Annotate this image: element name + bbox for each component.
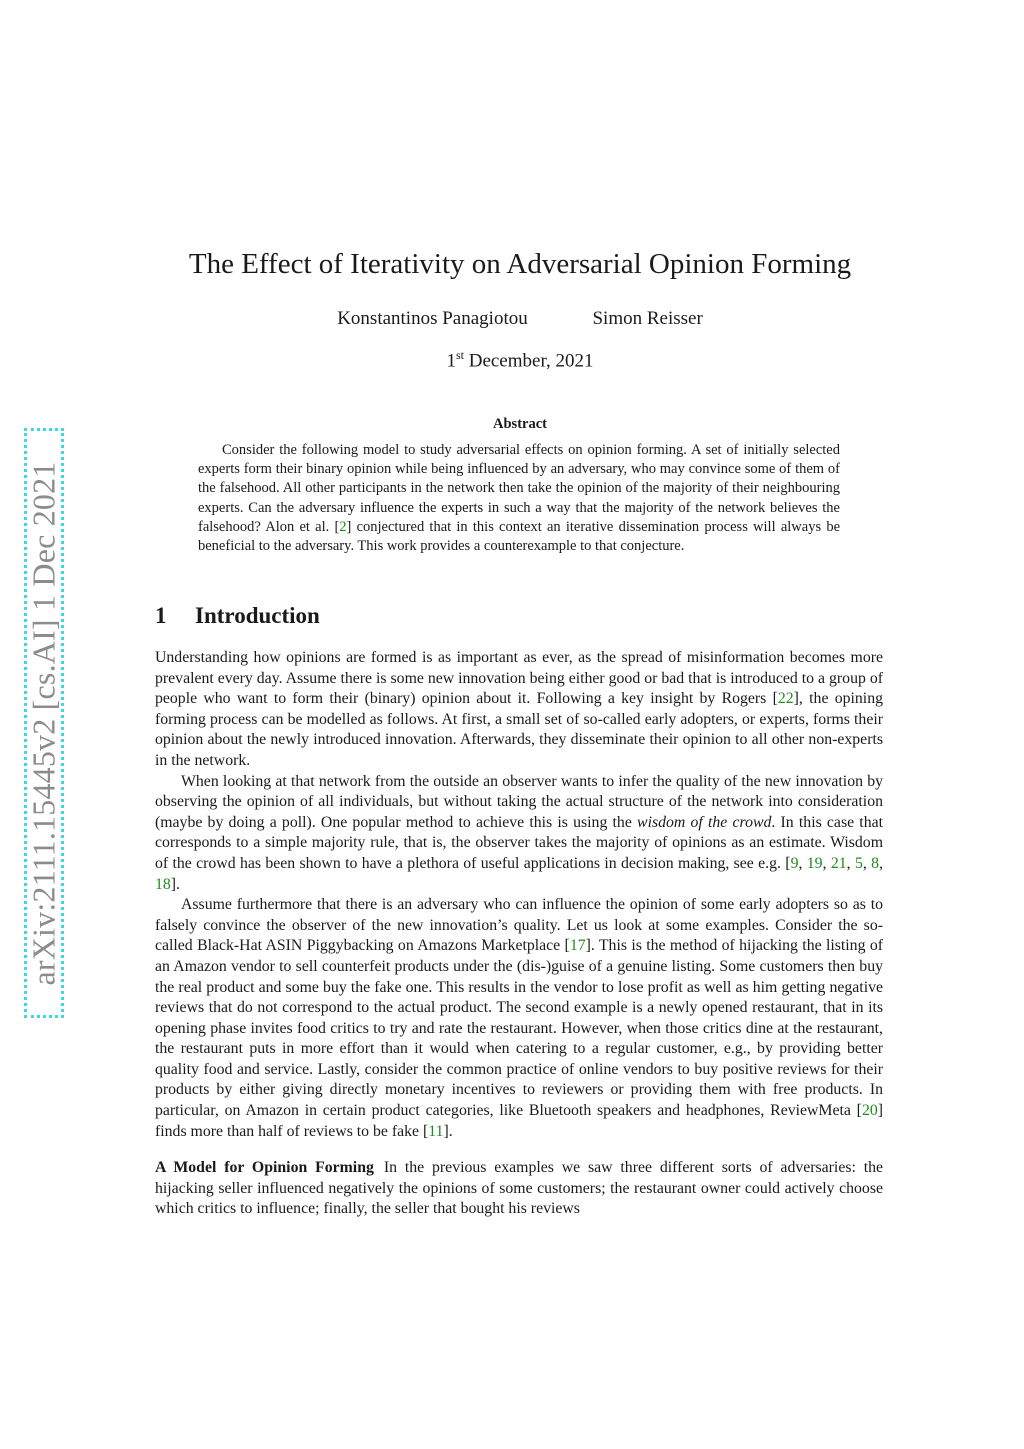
- section-title: Introduction: [195, 603, 320, 628]
- paragraph-text: When looking at that network from the outside an observer wants to infer the quality of the new innovation by observing the opinion of all individuals, but without taking the actual structure of the network into consideration (maybe by doing a poll). One popular method to achieve this is using the: [155, 772, 883, 831]
- citation-link[interactable]: 19: [806, 854, 823, 872]
- section-heading: [155, 603, 320, 629]
- paragraph-text: . In this case that corresponds to a simple majority rule, that is, the observer takes the majority of opinions as an estimate. Wisdom of the crowd has been shown to have a plethora of useful applications in decision making, see e.g. [: [155, 813, 883, 872]
- citation-link[interactable]: 17: [569, 937, 586, 955]
- abstract-text-part: Consider the following model to study adversarial effects on opinion forming. A set of initially selected experts form their binary opinion while being influenced by an adversary, who may convince some of them of the falsehood. All other participants in the network then take the opinion of the majority of their neighbouring experts. Can the adversary influence the experts in such a way that the majority of the network believes the falsehood? Alon et al. [: [198, 442, 840, 535]
- citation-link[interactable]: 8: [871, 854, 880, 872]
- paragraph-text: ].: [170, 875, 181, 893]
- citation-link[interactable]: 11: [428, 1122, 444, 1140]
- emphasized-text: wisdom of the crowd: [637, 813, 772, 831]
- paragraph-text: ] finds more than half of reviews to be fake [: [155, 1102, 883, 1140]
- citation-link[interactable]: 20: [861, 1102, 878, 1120]
- paragraph-heading: A Model for Opinion Forming: [155, 1159, 374, 1177]
- paper-title: The Effect of Iterativity on Adversarial Opinion Forming: [188, 248, 852, 280]
- citation-link[interactable]: 21: [830, 854, 847, 872]
- arxiv-identifier-stamp: [24, 428, 64, 1018]
- section-number: 1: [155, 603, 167, 628]
- paragraph-text: ], the opining forming process can be modelled as follows. At first, a small set of so-called early adopters, or experts, forms their opinion about the newly introduced innovation. Afterwards, they disseminate their opinion to all other non-experts in the network.: [155, 690, 883, 769]
- paragraph-text: In the previous examples we saw three different sorts of adversaries: the hijacking seller influenced negatively the opinions of some customers; the restaurant owner could actively choose which critics to influence; finally, the seller that bought his reviews: [155, 1159, 884, 1218]
- arxiv-identifier: arXiv:2111.15445v2 [cs.AI] 1 Dec 2021: [25, 460, 62, 986]
- section-body: [155, 648, 883, 1220]
- paragraph-text: ]. This is the method of hijacking the listing of an Amazon vendor to sell counterfeit products under the (dis-)guise of a genuine listing. Some customers then buy the real product and some buy the fake one. This results in the vendor to lose profit as well as him getting negative reviews that do not correspond to the actual product. The second example is a newly opened restaurant, that in its opening phase invites food critics to try and rate the restaurant. However, when those critics dine at the restaurant, the restaurant puts in more effort than it would when catering to a regular customer, e.g., by providing better quality food and service. Lastly, consider the common practice of online vendors to buy positive reviews for their products by either giving directly monetary incentives to reviewers or providing them with free products. In particular, on Amazon in certain product categories, like Bluetooth speakers and headphones, ReviewMeta [: [155, 937, 883, 1120]
- paragraph-text: Understanding how opinions are formed is as important as ever, as the spread of misinformation becomes more prevalent every day. Assume there is some new innovation being either good or bad that is introduced to a group of people who want to form their (binary) opinion about it. Following a key insight by Rogers [: [155, 649, 883, 708]
- paragraph-text: Assume furthermore that there is an adversary who can influence the opinion of some early adopters so as to falsely convince the observer of the new innovation’s quality. Let us look at some examples. Consider the so-called Black-Hat ASIN Piggybacking on Amazons Marketplace [: [155, 896, 883, 955]
- paragraph: [155, 1158, 883, 1220]
- paragraph-text: ].: [443, 1122, 453, 1140]
- abstract-text-part: ] conjectured that in this context an iterative dissemination process will always be beneficial to the adversary. This work provides a counterexample to that conjecture.: [198, 518, 841, 555]
- date-ordinal-suffix: st: [455, 348, 464, 362]
- publication-date: [0, 348, 1024, 372]
- paragraph: When looking at that network from the outside an observer wants to infer the quality of the new innovation by observing the opinion of all individuals, but without taking the actual structure of the network into consideration (maybe by doing a poll). One popular method to achieve this is using the wisdom of the crowd. In this case that corresponds to a simple majority rule, that is, the observer takes the majority of opinions as an estimate. Wisdom of the crowd has been shown to have a plethora of useful applications in decision making, see e.g. [9, 19, 21, 5, 8, 18].: [155, 772, 884, 893]
- citation-link[interactable]: 18: [155, 875, 171, 893]
- author-name: Simon Reisser: [592, 308, 703, 329]
- date-rest: December, 2021: [463, 350, 594, 372]
- author-list: [0, 308, 1024, 330]
- abstract-text: [198, 441, 840, 556]
- abstract-heading: Abstract: [493, 416, 547, 432]
- citation-link[interactable]: 2: [339, 518, 347, 535]
- citation-link[interactable]: 5: [854, 854, 863, 872]
- author-name: Konstantinos Panagiotou: [337, 308, 528, 329]
- paragraph: [155, 648, 883, 772]
- citation-link[interactable]: 22: [777, 690, 794, 708]
- paragraph: [155, 895, 883, 1142]
- date-day: 1: [446, 350, 456, 372]
- citation-link[interactable]: 9: [790, 854, 799, 872]
